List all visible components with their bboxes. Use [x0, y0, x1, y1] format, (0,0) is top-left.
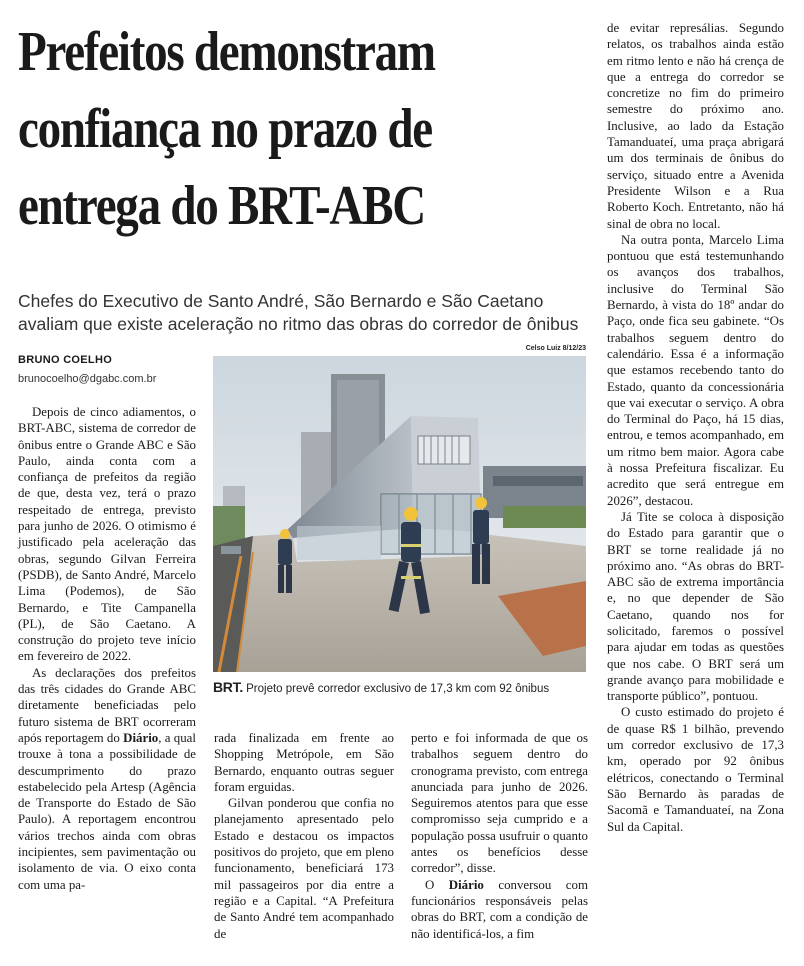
brt-station-illustration [213, 356, 586, 672]
article-photo [213, 356, 586, 672]
paragraph: rada finalizada em frente ao Shopping Metrópole, em São Bernardo, enquanto outras seguer foram erguidas. [214, 731, 394, 794]
paragraph: de evitar represálias. Segundo relatos, os trabalhos ainda estão em ritmo lento e não há crença de que a entrega do corredor se concretize no fim do primeiro semestre do próximo ano. Inclusive, ao lado da Estação Tamanduateí, uma praça abrigará um dos terminais de ônibus do serviço, situado entre a Avenida Presidente Wilson e a Rua Roberto Koch. Entretanto, não há sinal de obra no local. [607, 21, 784, 231]
subhead-line-2: avaliam que existe aceleração no ritmo das obras do corredor de ônibus [18, 314, 579, 334]
body-column-2 [214, 730, 394, 942]
photo-caption [213, 679, 593, 695]
paragraph [411, 877, 588, 942]
paragraph: Na outra ponta, Marcelo Lima pontuou que está testemunhando os avanços dos trabalhos, inclusive do Terminal São Bernardo, à vista do 18º andar do Paço, onde fica seu gabinete. “Os trabalhos seguem dentro do calendário. Essa é a informação que estamos recebendo tanto do Estado, quanto da concessionária que vai executar o serviço. A obra do Terminal do Paço, há 15 dias, entrou, e temos acompanhado, em um ritmo bem maior. Agora cabe à nossa Prefeitura fiscalizar. Eu acredito que será entregue em 2026”, destacou. [607, 232, 784, 508]
paragraph: Gilvan ponderou que confia no planejamento apresentado pelo Estado e destacou os impactos positivos do projeto, que em pleno funcionamento, beneficiará 173 mil passageiros por dia entre a região e a Capital. “A Prefeitura de Santo André tem acompanhado de [214, 796, 394, 941]
body-column-1 [18, 404, 196, 893]
paragraph: O custo estimado do projeto é de quase R$ 1 bilhão, prevendo um corredor exclusivo de 17,3 km, operado por 92 ônibus elétricos, conectando o Terminal São Bernardo às paradas de Sacomã e Tamanduateí, na Zona Sul da Capital. [607, 705, 784, 834]
headline-line-1: Prefeitos demonstram [18, 21, 435, 83]
author-name: BRUNO COELHO [18, 354, 113, 366]
photo-credit: Celso Luiz 8/12/23 [525, 345, 586, 352]
caption-text: Projeto prevê corredor exclusivo de 17,3 km com 92 ônibus [242, 683, 550, 695]
paragraph [18, 665, 196, 893]
headline-line-2: confiança no prazo de [18, 98, 432, 160]
body-column-4 [607, 20, 784, 835]
body-column-3 [411, 730, 588, 942]
subheadline [18, 290, 602, 336]
caption-label: BRT. [213, 679, 243, 695]
subhead-line-1: Chefes do Executivo de Santo André, São Bernardo e São Caetano [18, 291, 544, 311]
author-email[interactable]: brunocoelho@dgabc.com.br [18, 373, 157, 385]
paragraph-text: conversou com funcionários responsáveis pelas obras do BRT, com a condição de não identificá-los, a fim [411, 877, 588, 941]
paragraph-text: As declarações dos prefeitos das três cidades do Grande ABC diretamente beneficiadas pelo futuro sistema de BRT ocorreram após reportagem do [18, 665, 196, 745]
paragraph: Depois de cinco adiamentos, o BRT-ABC, sistema de corredor de ônibus entre o Grande ABC e São Paulo, ainda conta com a confiança de prefeitos da região de que, desta vez, terá o prazo respeitado de entrega, previsto para junho de 2026. O otimismo é justificado pela aceleração das obras, segundo Gilvan Ferreira (PSDB), de Santo André, Marcelo Lima (Podemos), de São Bernardo, e Tite Campanella (PL), de São Caetano. A construção do projeto teve início em fevereiro de 2022. [18, 405, 196, 664]
newspaper-name: Diário [448, 877, 484, 892]
headline-line-3: entrega do BRT-ABC [18, 175, 425, 237]
paragraph: perto e foi informada de que os trabalhos seguem dentro do cronograma previsto, com entrega anunciada para junho de 2026. Seguiremos atentos para que esse compromisso seja cumprido e a população possa usufruir o quanto antes os benefícios desse corredor”, disse. [411, 731, 588, 876]
newspaper-name: Diário [123, 730, 159, 745]
paragraph-text: , a qual trouxe à tona a possibilidade de descumprimento do prazo estabelecido pela Artesp (Agência de Transporte do Estado de São Paulo). A reportagem encontrou vários trechos ainda com obras incipientes, sem pavimentação ou isolamento de via. O eixo conta com uma pa- [18, 730, 196, 892]
paragraph-text: O [425, 877, 449, 892]
paragraph: Já Tite se coloca à disposição do Estado para garantir que o BRT se torne realidade já no próximo ano. “As obras do BRT-ABC são de extrema importância e, no que depender de São Caetano, quando nos for solicitado, faremos o possível para ajudar em todas as questões que nos cabe. O BRT será um grande avanço para mobilidade e transporte público”, pontuou. [607, 509, 784, 704]
headline [18, 14, 505, 245]
